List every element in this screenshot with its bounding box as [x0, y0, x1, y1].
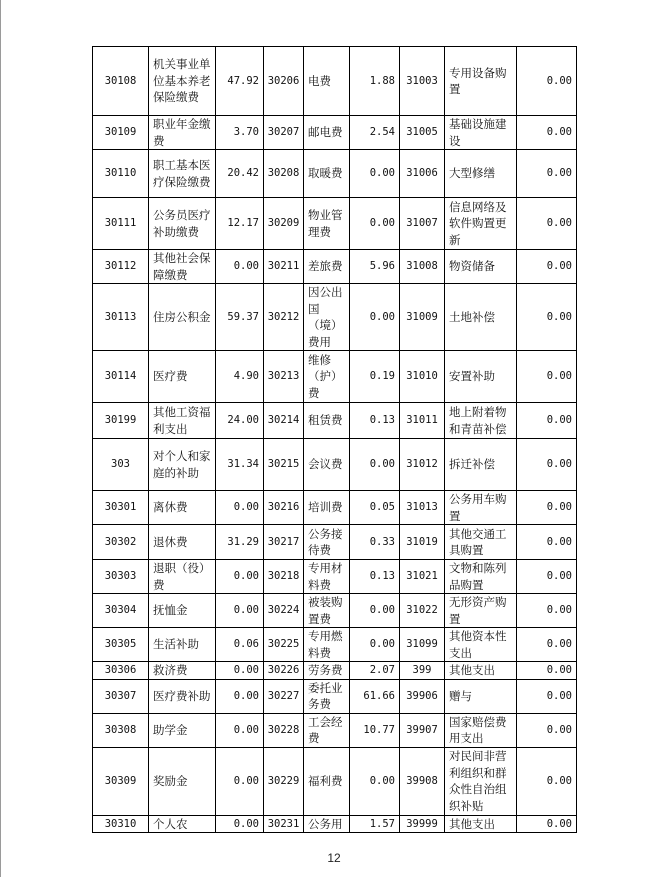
- item-name-cell: 退职（役）费: [149, 560, 216, 594]
- item-name-cell: 大型修缮: [445, 150, 517, 198]
- item-name-cell: 个人农: [149, 815, 216, 833]
- amount-cell: 0.00: [517, 628, 577, 662]
- item-code-cell: 31009: [400, 284, 445, 351]
- item-code-cell: 31008: [400, 250, 445, 284]
- item-name-cell: 抚恤金: [149, 594, 216, 628]
- item-code-cell: 30208: [264, 150, 304, 198]
- amount-cell: 0.00: [216, 815, 264, 833]
- item-code-cell: 30114: [93, 351, 149, 403]
- item-name-cell: 机关事业单位基本养老保险缴费: [149, 47, 216, 116]
- item-code-cell: 31007: [400, 198, 445, 250]
- page-number: 12: [327, 851, 341, 865]
- item-code-cell: 31005: [400, 116, 445, 150]
- amount-cell: 0.00: [350, 747, 400, 815]
- table-row: [93, 491, 577, 525]
- item-code-cell: 30301: [93, 491, 149, 525]
- expenditure-table: [92, 46, 577, 833]
- item-code-cell: 31022: [400, 594, 445, 628]
- table-row: [93, 679, 577, 713]
- item-name-cell: 离休费: [149, 491, 216, 525]
- item-name-cell: 拆迁补偿: [445, 439, 517, 491]
- item-name-cell: 对民间非营利组织和群众性自治组织补贴: [445, 747, 517, 815]
- item-name-cell: 其他工资福利支出: [149, 403, 216, 439]
- item-name-cell: 因公出国（境）费用: [304, 284, 350, 351]
- amount-cell: 0.00: [350, 150, 400, 198]
- amount-cell: 0.00: [517, 662, 577, 680]
- item-code-cell: 30302: [93, 525, 149, 560]
- item-code-cell: 39908: [400, 747, 445, 815]
- item-code-cell: 30207: [264, 116, 304, 150]
- item-code-cell: 31019: [400, 525, 445, 560]
- amount-cell: 0.00: [216, 662, 264, 680]
- table-row: [93, 351, 577, 403]
- item-code-cell: 30231: [264, 815, 304, 833]
- amount-cell: 0.00: [517, 747, 577, 815]
- amount-cell: 0.05: [350, 491, 400, 525]
- table-row: [93, 747, 577, 815]
- item-code-cell: 30209: [264, 198, 304, 250]
- item-name-cell: 救济费: [149, 662, 216, 680]
- item-name-cell: 公务接待费: [304, 525, 350, 560]
- item-code-cell: 30307: [93, 679, 149, 713]
- item-code-cell: 30303: [93, 560, 149, 594]
- amount-cell: 2.54: [350, 116, 400, 150]
- amount-cell: 0.06: [216, 628, 264, 662]
- item-name-cell: 专用材料费: [304, 560, 350, 594]
- amount-cell: 0.00: [517, 150, 577, 198]
- table-body: [93, 47, 577, 833]
- amount-cell: 0.00: [216, 747, 264, 815]
- amount-cell: 0.00: [517, 403, 577, 439]
- table-row: [93, 628, 577, 662]
- amount-cell: 5.96: [350, 250, 400, 284]
- table-row: [93, 47, 577, 116]
- amount-cell: 0.33: [350, 525, 400, 560]
- amount-cell: 47.92: [216, 47, 264, 116]
- amount-cell: 0.00: [350, 594, 400, 628]
- item-code-cell: 303: [93, 439, 149, 491]
- amount-cell: 31.34: [216, 439, 264, 491]
- amount-cell: 0.00: [350, 628, 400, 662]
- item-name-cell: 赠与: [445, 679, 517, 713]
- item-name-cell: 其他社会保障缴费: [149, 250, 216, 284]
- item-code-cell: 31099: [400, 628, 445, 662]
- item-name-cell: 助学金: [149, 713, 216, 747]
- amount-cell: 0.13: [350, 403, 400, 439]
- item-name-cell: 其他资本性支出: [445, 628, 517, 662]
- item-code-cell: 30206: [264, 47, 304, 116]
- item-name-cell: 其他交通工具购置: [445, 525, 517, 560]
- item-name-cell: 国家赔偿费用支出: [445, 713, 517, 747]
- amount-cell: 0.00: [517, 284, 577, 351]
- item-name-cell: 地上附着物和青苗补偿: [445, 403, 517, 439]
- item-name-cell: 文物和陈列品购置: [445, 560, 517, 594]
- item-name-cell: 奖励金: [149, 747, 216, 815]
- table-row: [93, 815, 577, 833]
- item-name-cell: 公务用: [304, 815, 350, 833]
- amount-cell: 0.00: [517, 198, 577, 250]
- item-code-cell: 30226: [264, 662, 304, 680]
- table-row: [93, 150, 577, 198]
- item-name-cell: 其他支出: [445, 662, 517, 680]
- item-name-cell: 专用设备购置: [445, 47, 517, 116]
- table-row: [93, 525, 577, 560]
- amount-cell: 24.00: [216, 403, 264, 439]
- item-code-cell: 30212: [264, 284, 304, 351]
- item-code-cell: 30111: [93, 198, 149, 250]
- item-name-cell: 差旅费: [304, 250, 350, 284]
- item-code-cell: 30308: [93, 713, 149, 747]
- amount-cell: 12.17: [216, 198, 264, 250]
- item-code-cell: 30108: [93, 47, 149, 116]
- item-code-cell: 30229: [264, 747, 304, 815]
- table-row: [93, 713, 577, 747]
- item-name-cell: 取暖费: [304, 150, 350, 198]
- item-code-cell: 31013: [400, 491, 445, 525]
- amount-cell: 0.00: [216, 491, 264, 525]
- item-name-cell: 无形资产购置: [445, 594, 517, 628]
- table-row: [93, 284, 577, 351]
- amount-cell: 0.00: [216, 713, 264, 747]
- item-name-cell: 职工基本医疗保险缴费: [149, 150, 216, 198]
- item-code-cell: 30113: [93, 284, 149, 351]
- item-code-cell: 30213: [264, 351, 304, 403]
- item-name-cell: 信息网络及软件购置更新: [445, 198, 517, 250]
- item-name-cell: 土地补偿: [445, 284, 517, 351]
- amount-cell: 0.00: [216, 679, 264, 713]
- amount-cell: 1.88: [350, 47, 400, 116]
- item-code-cell: 30224: [264, 594, 304, 628]
- item-code-cell: 30218: [264, 560, 304, 594]
- amount-cell: 0.00: [350, 198, 400, 250]
- amount-cell: 0.00: [517, 250, 577, 284]
- item-code-cell: 30228: [264, 713, 304, 747]
- table-row: [93, 198, 577, 250]
- item-code-cell: 30305: [93, 628, 149, 662]
- item-code-cell: 31006: [400, 150, 445, 198]
- item-code-cell: 30310: [93, 815, 149, 833]
- amount-cell: 1.57: [350, 815, 400, 833]
- amount-cell: 31.29: [216, 525, 264, 560]
- item-name-cell: 生活补助: [149, 628, 216, 662]
- item-name-cell: 福利费: [304, 747, 350, 815]
- item-name-cell: 公务用车购置: [445, 491, 517, 525]
- amount-cell: 3.70: [216, 116, 264, 150]
- item-code-cell: 30309: [93, 747, 149, 815]
- table-row: [93, 439, 577, 491]
- item-name-cell: 职业年金缴费: [149, 116, 216, 150]
- amount-cell: 10.77: [350, 713, 400, 747]
- table-row: [93, 594, 577, 628]
- item-code-cell: 39999: [400, 815, 445, 833]
- item-name-cell: 被装购置费: [304, 594, 350, 628]
- amount-cell: 0.13: [350, 560, 400, 594]
- item-code-cell: 31012: [400, 439, 445, 491]
- amount-cell: 4.90: [216, 351, 264, 403]
- amount-cell: 0.00: [350, 284, 400, 351]
- amount-cell: 59.37: [216, 284, 264, 351]
- amount-cell: 0.00: [216, 594, 264, 628]
- amount-cell: 0.00: [517, 560, 577, 594]
- item-code-cell: 30199: [93, 403, 149, 439]
- item-code-cell: 30211: [264, 250, 304, 284]
- amount-cell: 0.00: [350, 439, 400, 491]
- item-name-cell: 专用燃料费: [304, 628, 350, 662]
- item-code-cell: 30112: [93, 250, 149, 284]
- item-name-cell: 电费: [304, 47, 350, 116]
- item-name-cell: 工会经费: [304, 713, 350, 747]
- table-row: [93, 403, 577, 439]
- item-code-cell: 30306: [93, 662, 149, 680]
- item-name-cell: 培训费: [304, 491, 350, 525]
- item-name-cell: 医疗费补助: [149, 679, 216, 713]
- item-code-cell: 399: [400, 662, 445, 680]
- item-code-cell: 30225: [264, 628, 304, 662]
- page-left-edge: [0, 0, 1, 877]
- item-code-cell: 30214: [264, 403, 304, 439]
- amount-cell: 61.66: [350, 679, 400, 713]
- amount-cell: 0.00: [517, 594, 577, 628]
- item-code-cell: 39907: [400, 713, 445, 747]
- item-name-cell: 安置补助: [445, 351, 517, 403]
- item-name-cell: 住房公积金: [149, 284, 216, 351]
- table-row: [93, 662, 577, 680]
- amount-cell: 0.00: [517, 713, 577, 747]
- item-code-cell: 31010: [400, 351, 445, 403]
- item-code-cell: 31021: [400, 560, 445, 594]
- item-code-cell: 30227: [264, 679, 304, 713]
- item-name-cell: 物业管理费: [304, 198, 350, 250]
- item-name-cell: 劳务费: [304, 662, 350, 680]
- item-code-cell: 30109: [93, 116, 149, 150]
- item-code-cell: 31003: [400, 47, 445, 116]
- item-name-cell: 邮电费: [304, 116, 350, 150]
- item-name-cell: 退休费: [149, 525, 216, 560]
- amount-cell: 0.00: [517, 116, 577, 150]
- item-code-cell: 31011: [400, 403, 445, 439]
- amount-cell: 20.42: [216, 150, 264, 198]
- item-name-cell: 维修（护）费: [304, 351, 350, 403]
- table-row: [93, 560, 577, 594]
- table-row: [93, 116, 577, 150]
- item-name-cell: 其他支出: [445, 815, 517, 833]
- item-code-cell: 30216: [264, 491, 304, 525]
- amount-cell: 0.00: [517, 439, 577, 491]
- item-code-cell: 39906: [400, 679, 445, 713]
- item-name-cell: 委托业务费: [304, 679, 350, 713]
- amount-cell: 0.00: [517, 351, 577, 403]
- item-name-cell: 医疗费: [149, 351, 216, 403]
- item-name-cell: 物资储备: [445, 250, 517, 284]
- item-code-cell: 30110: [93, 150, 149, 198]
- item-name-cell: 基础设施建设: [445, 116, 517, 150]
- amount-cell: 0.00: [216, 250, 264, 284]
- amount-cell: 0.00: [517, 491, 577, 525]
- table-row: [93, 250, 577, 284]
- item-code-cell: 30304: [93, 594, 149, 628]
- amount-cell: 2.07: [350, 662, 400, 680]
- amount-cell: 0.19: [350, 351, 400, 403]
- amount-cell: 0.00: [517, 815, 577, 833]
- amount-cell: 0.00: [517, 679, 577, 713]
- amount-cell: 0.00: [216, 560, 264, 594]
- amount-cell: 0.00: [517, 47, 577, 116]
- item-code-cell: 30217: [264, 525, 304, 560]
- item-code-cell: 30215: [264, 439, 304, 491]
- amount-cell: 0.00: [517, 525, 577, 560]
- item-name-cell: 公务员医疗补助缴费: [149, 198, 216, 250]
- item-name-cell: 对个人和家庭的补助: [149, 439, 216, 491]
- item-name-cell: 租赁费: [304, 403, 350, 439]
- item-name-cell: 会议费: [304, 439, 350, 491]
